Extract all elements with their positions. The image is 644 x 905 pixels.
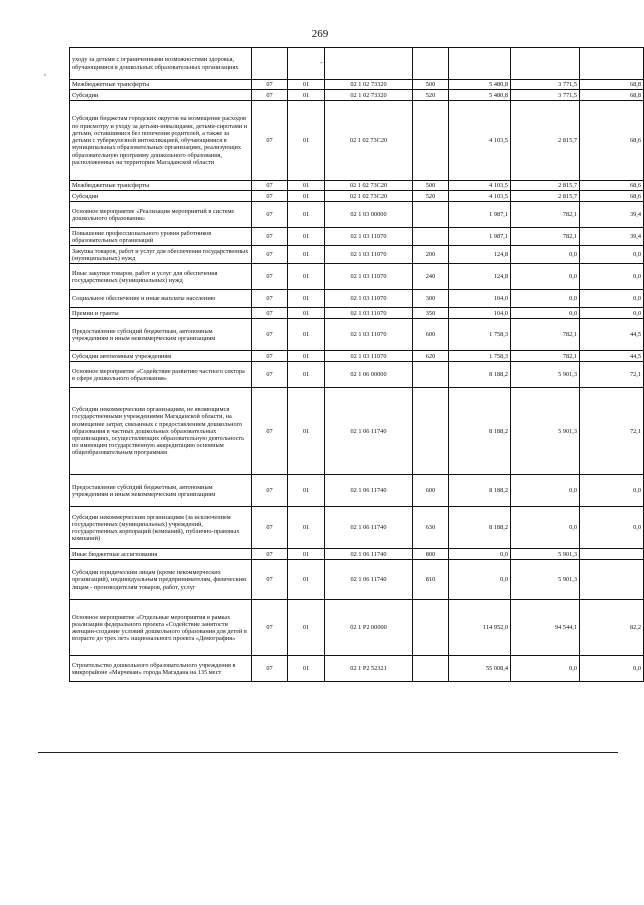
row-name: Иные закупки товаров, работ и услуг для обеспечения государственных (муниципальных) нужд	[70, 264, 252, 290]
row-executed: 0,0	[511, 507, 580, 549]
row-subsection	[288, 48, 325, 80]
row-name: Основное мероприятие «Содействие развитию частного сектора в сфере дошкольного образования»	[70, 362, 252, 388]
row-name: Субсидии автономным учреждениям	[70, 351, 252, 362]
row-subsection: 01	[288, 507, 325, 549]
row-section: 07	[252, 181, 288, 191]
row-planned: 1 987,1	[449, 228, 511, 246]
row-subsection: 01	[288, 191, 325, 202]
row-executed: 0,0	[511, 308, 580, 319]
row-name: Строительство дошкольного образовательного учреждения в микрорайоне «Марчекан» города Магадана на 135 мест	[70, 656, 252, 682]
row-expense-type: 800	[413, 549, 449, 560]
row-planned: 124,8	[449, 264, 511, 290]
row-planned: 1 758,3	[449, 351, 511, 362]
row-name: Социальное обеспечение и иные выплаты населению	[70, 290, 252, 308]
row-subsection: 01	[288, 308, 325, 319]
row-expense-type	[413, 48, 449, 80]
row-expense-type	[413, 656, 449, 682]
row-executed: 0,0	[511, 246, 580, 264]
row-planned: 1 758,3	[449, 319, 511, 351]
table-row	[70, 264, 644, 290]
table-row	[70, 507, 644, 549]
row-name: Субсидии	[70, 90, 252, 101]
row-executed: 3 771,5	[511, 80, 580, 90]
row-target-article: 02 1 03 11070	[325, 228, 413, 246]
row-subsection: 01	[288, 549, 325, 560]
row-expense-type: 520	[413, 191, 449, 202]
row-percent: 68,8	[580, 80, 644, 90]
table-row	[70, 202, 644, 228]
row-percent: 68,6	[580, 101, 644, 181]
row-executed: 782,1	[511, 202, 580, 228]
row-planned	[449, 48, 511, 80]
row-subsection: 01	[288, 475, 325, 507]
row-percent	[580, 560, 644, 600]
row-expense-type	[413, 228, 449, 246]
table-row	[70, 181, 644, 191]
row-section: 07	[252, 202, 288, 228]
row-percent: 0,0	[580, 507, 644, 549]
bottom-rule	[38, 752, 618, 753]
row-subsection: 01	[288, 228, 325, 246]
table-row	[70, 549, 644, 560]
row-planned: 55 008,4	[449, 656, 511, 682]
row-target-article: 02 1 03 11070	[325, 290, 413, 308]
row-executed: 2 815,7	[511, 101, 580, 181]
row-section: 07	[252, 290, 288, 308]
row-target-article: 02 1 03 11070	[325, 308, 413, 319]
row-subsection: 01	[288, 181, 325, 191]
table-row	[70, 475, 644, 507]
table-row	[70, 388, 644, 475]
row-planned: 1 987,1	[449, 202, 511, 228]
row-expense-type: 600	[413, 475, 449, 507]
row-target-article: 02 1 02 73С20	[325, 101, 413, 181]
row-executed: 2 815,7	[511, 191, 580, 202]
row-section: 07	[252, 388, 288, 475]
row-planned: 114 952,0	[449, 600, 511, 656]
row-planned: 8 188,2	[449, 362, 511, 388]
table-row	[70, 319, 644, 351]
row-percent: 44,5	[580, 319, 644, 351]
row-percent: 39,4	[580, 202, 644, 228]
row-planned: 8 188,2	[449, 388, 511, 475]
row-planned: 4 103,5	[449, 181, 511, 191]
row-subsection: 01	[288, 362, 325, 388]
row-percent: 68,8	[580, 90, 644, 101]
row-expense-type: 500	[413, 80, 449, 90]
row-percent: 0,0	[580, 475, 644, 507]
row-section: 07	[252, 101, 288, 181]
row-percent: 68,6	[580, 191, 644, 202]
row-section: 07	[252, 228, 288, 246]
row-executed: 5 901,3	[511, 362, 580, 388]
row-percent	[580, 48, 644, 80]
table-row	[70, 656, 644, 682]
row-planned: 5 480,8	[449, 80, 511, 90]
row-expense-type: 350	[413, 308, 449, 319]
row-name: Субсидии некоммерческим организациям, не являющимся государственными учреждениями Магаданской области, на возмещение затрат, связанных с предоставлением дошкольного образования в частных дошкольных образовательных организациях, осуществляющих образовательную деятельность по имеющим государственную аккредитацию основным общеобразовательным программам	[70, 388, 252, 475]
row-expense-type	[413, 600, 449, 656]
row-expense-type: 500	[413, 181, 449, 191]
row-expense-type: 630	[413, 507, 449, 549]
row-subsection: 01	[288, 656, 325, 682]
row-section: 07	[252, 362, 288, 388]
row-section: 07	[252, 191, 288, 202]
row-target-article: 02 1 03 11070	[325, 319, 413, 351]
row-section: 07	[252, 351, 288, 362]
row-subsection: 01	[288, 560, 325, 600]
row-percent: 44,5	[580, 351, 644, 362]
row-executed: 5 901,3	[511, 549, 580, 560]
row-target-article	[325, 48, 413, 80]
row-name: Межбюджетные трансферты	[70, 181, 252, 191]
row-target-article: 02 1 02 73320	[325, 80, 413, 90]
row-name: Предоставление субсидий бюджетным, автономным учреждениям и иным некоммерческим организациям	[70, 319, 252, 351]
row-percent	[580, 549, 644, 560]
row-section: 07	[252, 90, 288, 101]
scan-mark-left: ,	[44, 68, 46, 77]
scan-mark-mid: -	[320, 58, 323, 67]
row-section: 07	[252, 507, 288, 549]
row-planned: 4 103,5	[449, 191, 511, 202]
row-name: Субсидии бюджетам городских округов на возмещение расходов по присмотру и уходу за детьми-инвалидами, детьми-сиротами и детьми, оставшимися без попечения родителей, а также за детьми с туберкулезной интоксикацией, обучающимися в муниципальных образовательных организациях, реализующих образовательную программу дошкольного образования, расположенных на территории Магаданской области	[70, 101, 252, 181]
row-target-article: 02 1 02 73320	[325, 90, 413, 101]
row-executed: 3 771,5	[511, 90, 580, 101]
row-executed: 5 901,3	[511, 560, 580, 600]
table-row	[70, 600, 644, 656]
row-percent: 0,0	[580, 290, 644, 308]
row-target-article: 02 1 P2 52321	[325, 656, 413, 682]
row-expense-type: 620	[413, 351, 449, 362]
row-executed: 782,1	[511, 319, 580, 351]
row-subsection: 01	[288, 246, 325, 264]
row-target-article: 02 1 06 11740	[325, 549, 413, 560]
row-section: 07	[252, 560, 288, 600]
row-percent: 0,0	[580, 264, 644, 290]
row-section: 07	[252, 475, 288, 507]
row-subsection: 01	[288, 90, 325, 101]
row-subsection: 01	[288, 600, 325, 656]
page-number: 269	[311, 28, 329, 40]
row-target-article: 02 1 02 73С20	[325, 181, 413, 191]
row-executed: 782,1	[511, 351, 580, 362]
row-percent: 39,4	[580, 228, 644, 246]
row-section: 07	[252, 319, 288, 351]
row-name: Предоставление субсидий бюджетным, автономным учреждениям и иным некоммерческим организациям	[70, 475, 252, 507]
row-expense-type: 240	[413, 264, 449, 290]
row-section: 07	[252, 656, 288, 682]
row-section: 07	[252, 308, 288, 319]
row-target-article: 02 1 03 11070	[325, 246, 413, 264]
budget-table	[69, 47, 644, 682]
table-row	[70, 290, 644, 308]
row-percent: 0,0	[580, 246, 644, 264]
row-executed: 0,0	[511, 264, 580, 290]
row-name: Иные бюджетные ассигнования	[70, 549, 252, 560]
row-name: Премии и гранты	[70, 308, 252, 319]
row-executed	[511, 48, 580, 80]
row-executed: 94 544,1	[511, 600, 580, 656]
row-target-article: 02 1 06 11740	[325, 560, 413, 600]
table-row	[70, 560, 644, 600]
row-target-article: 02 1 P2 00000	[325, 600, 413, 656]
row-section	[252, 48, 288, 80]
row-planned: 8 188,2	[449, 475, 511, 507]
row-section: 07	[252, 80, 288, 90]
row-target-article: 02 1 03 00000	[325, 202, 413, 228]
row-target-article: 02 1 06 11740	[325, 388, 413, 475]
row-subsection: 01	[288, 351, 325, 362]
row-planned: 124,8	[449, 246, 511, 264]
row-expense-type	[413, 101, 449, 181]
row-percent: 72,1	[580, 362, 644, 388]
row-subsection: 01	[288, 319, 325, 351]
table-row	[70, 246, 644, 264]
row-planned: 0,0	[449, 549, 511, 560]
row-expense-type	[413, 362, 449, 388]
row-name: Повышение профессионального уровня работников образовательных организаций	[70, 228, 252, 246]
table-row	[70, 48, 644, 80]
row-subsection: 01	[288, 290, 325, 308]
row-target-article: 02 1 02 73С20	[325, 191, 413, 202]
row-planned: 104,0	[449, 290, 511, 308]
table-row	[70, 191, 644, 202]
row-subsection: 01	[288, 202, 325, 228]
row-target-article: 02 1 06 11740	[325, 507, 413, 549]
row-expense-type	[413, 202, 449, 228]
row-planned: 0,0	[449, 560, 511, 600]
row-subsection: 01	[288, 80, 325, 90]
row-name: Основное мероприятие «Реализация мероприятий в системе дошкольного образования»	[70, 202, 252, 228]
row-planned: 4 103,5	[449, 101, 511, 181]
row-executed: 5 901,3	[511, 388, 580, 475]
row-expense-type: 520	[413, 90, 449, 101]
row-name: Субсидии	[70, 191, 252, 202]
row-section: 07	[252, 549, 288, 560]
row-executed: 0,0	[511, 290, 580, 308]
row-target-article: 02 1 06 11740	[325, 475, 413, 507]
row-section: 07	[252, 264, 288, 290]
table-row	[70, 228, 644, 246]
row-executed: 2 815,7	[511, 181, 580, 191]
row-subsection: 01	[288, 264, 325, 290]
row-name: Основное мероприятие «Отдельные мероприятия в рамках реализации федерального проекта «Содействие занятости женщин-создание условий дошкольного образования для детей в возрасте до трех лет» национального проекта «Демография»	[70, 600, 252, 656]
row-expense-type: 810	[413, 560, 449, 600]
row-name: Межбюджетные трансферты	[70, 80, 252, 90]
row-percent: 0,0	[580, 308, 644, 319]
table-row	[70, 351, 644, 362]
row-subsection: 01	[288, 101, 325, 181]
row-executed: 782,1	[511, 228, 580, 246]
row-expense-type: 600	[413, 319, 449, 351]
row-target-article: 02 1 06 00000	[325, 362, 413, 388]
row-expense-type: 200	[413, 246, 449, 264]
table-row	[70, 362, 644, 388]
row-target-article: 02 1 03 11070	[325, 264, 413, 290]
row-planned: 5 480,8	[449, 90, 511, 101]
row-section: 07	[252, 246, 288, 264]
row-name: Субсидии некоммерческим организациям (за исключением государственных (муниципальных) учреждений, государственных корпораций (компаний), публично-правовых компаний)	[70, 507, 252, 549]
row-percent: 72,1	[580, 388, 644, 475]
row-percent: 82,2	[580, 600, 644, 656]
row-planned: 104,0	[449, 308, 511, 319]
table-row	[70, 90, 644, 101]
table-row	[70, 308, 644, 319]
row-executed: 0,0	[511, 475, 580, 507]
row-subsection: 01	[288, 388, 325, 475]
row-name: уходу за детьми с ограниченными возможностями здоровья, обучающимися в дошкольных образовательных организациях	[70, 48, 252, 80]
table-row	[70, 80, 644, 90]
row-executed: 0,0	[511, 656, 580, 682]
row-percent: 0,0	[580, 656, 644, 682]
row-name: Субсидии юридическим лицам (кроме некоммерческих организаций), индивидуальным предпринимателям, физическим лицам - производителям товаров, работ, услуг	[70, 560, 252, 600]
table-row	[70, 101, 644, 181]
row-percent: 68,6	[580, 181, 644, 191]
row-expense-type	[413, 388, 449, 475]
row-section: 07	[252, 600, 288, 656]
row-name: Закупка товаров, работ и услуг для обеспечения государственных (муниципальных) нужд	[70, 246, 252, 264]
row-expense-type: 300	[413, 290, 449, 308]
row-target-article: 02 1 03 11070	[325, 351, 413, 362]
row-planned: 8 188,2	[449, 507, 511, 549]
